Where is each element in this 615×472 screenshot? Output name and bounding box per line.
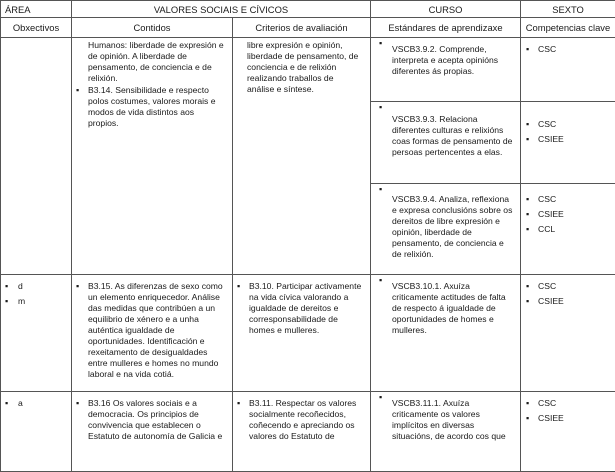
contidos-item-b3-15: ▪ B3.15. As diferenzas de sexo como un elemento enriquecedor. Análise das medidas que contribúen a un equilibrio de xénero e a unha auténtica igualdade de oportunidades. Identificación e rexeitamento de desigualdades entre mulleres e homes no mundo laboral e na vida cotiá. [76, 281, 226, 380]
obxectivos-cell [1, 38, 72, 275]
standard-vscb3-9-4: ▪ VSCB3.9.4. Analiza, reflexiona e expresa conclusións sobre os dereitos de libre expresión e opinión, liberdade de pensamento, de conciencia e de relixión. [371, 184, 520, 260]
area-label: ÁREA [1, 1, 72, 18]
column-header-obxectivos: Obxectivos [1, 18, 72, 38]
competencia-item: ▪ CSC [521, 119, 615, 130]
criterios-cell [233, 392, 371, 472]
criterio-item-b3-11: ▪ B3.11. Respectar os valores socialmente recoñecidos, coñecendo e apreciando os valores do Estatuto de [237, 398, 364, 442]
competencia-item: ▪ CSIEE [521, 413, 615, 424]
table-row [1, 38, 615, 102]
column-header-competencias: Competencias clave [521, 18, 615, 38]
competencia-item: ▪ CCL [521, 224, 615, 235]
contidos-cell [72, 275, 233, 392]
competencias-cell [521, 392, 615, 472]
column-header-criterios: Criterios de avaliación [233, 18, 371, 38]
standard-cell [371, 184, 521, 275]
contidos-continuation: Humanos: liberdade de expresión e de opinión. A liberdade de pensamento, de conciencia e de relixión. [72, 38, 232, 84]
column-header-row [1, 18, 615, 38]
standard-vscb3-9-2: ▪ VSCB3.9.2. Comprende, interpreta e acepta opinións diferentes ás propias. [371, 38, 520, 77]
area-value: VALORES SOCIAIS E CÍVICOS [72, 1, 371, 18]
competencias-cell [521, 38, 615, 102]
obxectivos-cell [1, 392, 72, 472]
standard-cell [371, 275, 521, 392]
obxectivos-cell [1, 275, 72, 392]
obxectivo-item: ▪ d [1, 281, 71, 292]
column-header-contidos: Contidos [72, 18, 233, 38]
standard-vscb3-10-1: ▪ VSCB3.10.1. Axuíza criticamente actitudes de falta de respecto á igualdade de oportunidades de homes e mulleres. [371, 275, 520, 336]
competencias-cell [521, 102, 615, 184]
table-row [1, 275, 615, 392]
header-row [1, 1, 615, 18]
competencia-item: ▪ CSIEE [521, 296, 615, 307]
competencia-item: ▪ CSC [521, 194, 615, 205]
contidos-item-b3-16: ▪ B3.16 Os valores sociais e a democracia. Os principios de convivencia que establecen o Estatuto de autonomía de Galicia e [76, 398, 226, 442]
contidos-cell [72, 392, 233, 472]
standard-cell [371, 102, 521, 184]
competencia-item: ▪ CSC [521, 281, 615, 292]
criterio-continuation: libre expresión e opinión, liberdade de pensamento, de conciencia e de relixión realizando traballos de análise e síntese. [233, 38, 370, 95]
criterio-item-b3-10: ▪ B3.10. Participar activamente na vida cívica valorando a igualdade de dereitos e corresponsabilidade de homes e mulleres. [237, 281, 364, 336]
criterios-cell [233, 38, 371, 275]
course-value: SEXTO [521, 1, 615, 18]
competencia-item: ▪ CSC [521, 44, 615, 55]
competencia-item: ▪ CSIEE [521, 134, 615, 145]
competencias-cell [521, 275, 615, 392]
competencias-cell [521, 184, 615, 275]
standard-cell [371, 38, 521, 102]
table-row [1, 392, 615, 472]
contidos-cell [72, 38, 233, 275]
obxectivo-item: ▪ a [1, 398, 71, 409]
criterios-cell [233, 275, 371, 392]
competencia-item: ▪ CSIEE [521, 209, 615, 220]
course-label: CURSO [371, 1, 521, 18]
column-header-estandares: Estándares de aprendizaxe [371, 18, 521, 38]
obxectivo-item: ▪ m [1, 296, 71, 307]
competencia-item: ▪ CSC [521, 398, 615, 409]
standard-cell [371, 392, 521, 472]
standard-vscb3-9-3: ▪ VSCB3.9.3. Relaciona diferentes culturas e relixións coas formas de pensamento de persoas pertencentes a elas. [371, 102, 520, 158]
standard-vscb3-11-1: ▪ VSCB3.11.1. Axuíza criticamente os valores implícitos en diversas situacións, de acordo cos que [371, 392, 520, 442]
contidos-item-b3-14: ▪ B3.14. Sensibilidade e respecto polos costumes, valores morais e modos de vida distintos aos propios. [72, 84, 232, 129]
